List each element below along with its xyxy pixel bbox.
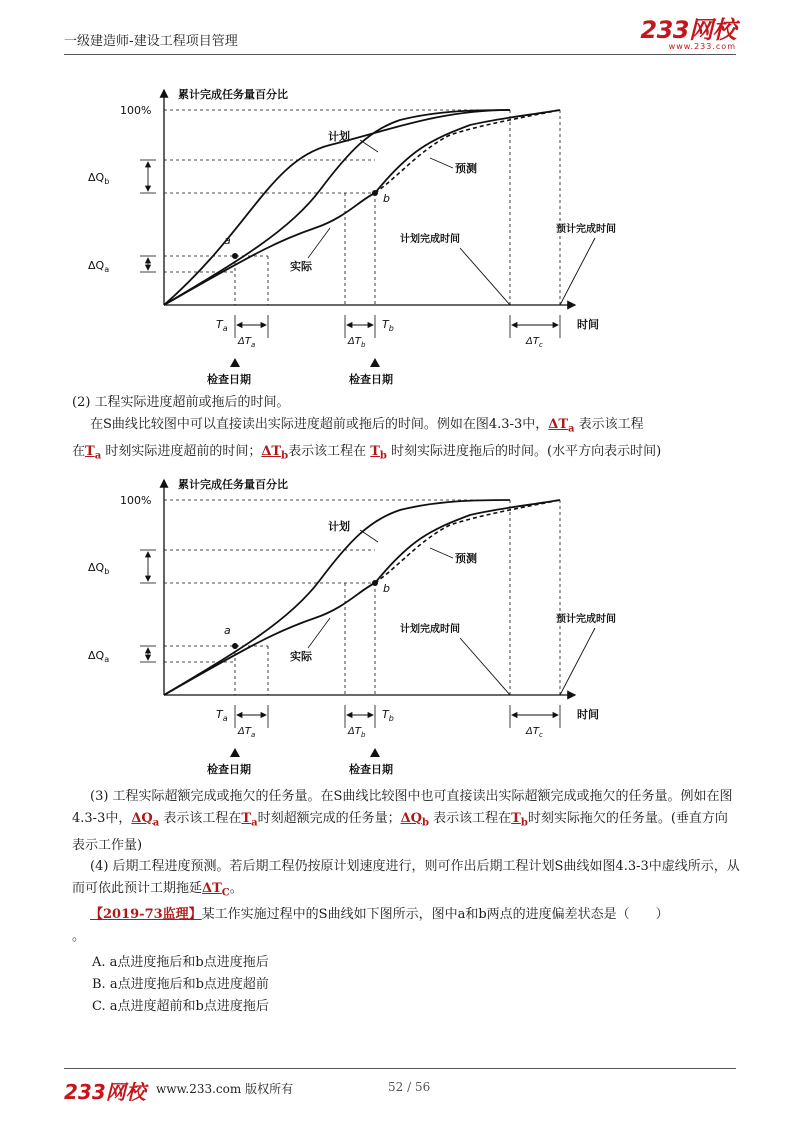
point-b-label: b	[383, 192, 390, 205]
forecast-label: 预测	[455, 552, 477, 565]
dtb-label: $\Delta T_b$	[348, 336, 366, 349]
footer-copyright: www.233.com 版权所有	[156, 1082, 294, 1096]
header-rule	[64, 54, 736, 55]
forecast-curve	[375, 110, 560, 193]
section2-heading: (2) 工程实际进度超前或拖后的时间。	[72, 395, 290, 410]
forecast-finish-label: 预计完成时间	[556, 224, 616, 235]
point-a	[232, 643, 238, 649]
dqa-label: $\Delta Q_a$	[88, 259, 110, 274]
brand-logo	[640, 18, 736, 51]
dta-label: $\Delta T_a$	[238, 726, 256, 739]
plan-finish-label: 计划完成时间	[400, 624, 460, 635]
check-date-2: 检查日期	[349, 763, 393, 776]
actual-curve	[164, 500, 560, 695]
tb-label: $T_b$	[382, 708, 394, 723]
tb-link-2[interactable]: $T_b$	[511, 811, 528, 829]
check-date-1: 检查日期	[207, 373, 251, 386]
page-number: 52 / 56	[388, 1080, 431, 1094]
s-curve-figure-2	[60, 470, 660, 810]
dqb-label: $\Delta Q_b$	[88, 561, 110, 576]
actual-curve	[164, 110, 560, 305]
option-c: C. a点进度超前和b点进度拖后	[92, 999, 269, 1014]
footer-logo: 233网校	[64, 1080, 146, 1104]
y-100-label: 100%	[120, 104, 152, 117]
dqa-label: $\Delta Q_a$	[88, 649, 110, 664]
point-b	[372, 190, 378, 196]
dta-label: $\Delta T_a$	[238, 336, 256, 349]
ta-link-2[interactable]: $T_a$	[241, 811, 258, 829]
dtc-link[interactable]: $\Delta T_C$	[202, 881, 230, 899]
plan-label: 计划	[328, 520, 350, 533]
x-axis-label: 时间	[577, 708, 599, 721]
point-b	[372, 580, 378, 586]
point-a-label: a	[224, 234, 231, 247]
dqa-link[interactable]: $\Delta Q_a$	[131, 811, 160, 829]
dtc-label: $\Delta T_c$	[526, 726, 543, 739]
s-curve-figure-1	[60, 80, 660, 420]
y-axis-label: 累计完成任务量百分比	[178, 478, 288, 491]
actual-label: 实际	[290, 650, 312, 663]
dtb-label: $\Delta T_b$	[348, 726, 366, 739]
check-date-2: 检查日期	[349, 373, 393, 386]
footer-rule	[64, 1068, 736, 1069]
check-date-1: 检查日期	[207, 763, 251, 776]
logo-text: 233网校	[640, 16, 736, 44]
forecast-curve	[375, 500, 560, 583]
point-a	[232, 253, 238, 259]
dqb-label: $\Delta Q_b$	[88, 171, 110, 186]
ta-label: $T_a$	[216, 318, 228, 333]
y-100-label: 100%	[120, 494, 152, 507]
dqb-link[interactable]: $\Delta Q_b$	[400, 811, 429, 829]
forecast-label: 预测	[455, 162, 477, 175]
actual-label: 实际	[290, 260, 312, 273]
section3-body: (3) 工程实际超额完成或拖欠的任务量。在S曲线比较图中也可直接读出实际超额完成或拖欠的任务量。例如在图4.3-3中，$\Delta Q_a$ 表示该工程在$T_a$时刻超额完成的任务量；$\Delta Q_b$ 表示该工程在$T_b$时刻实际拖欠的任务量。(垂直方向表示工作量)	[72, 789, 733, 853]
point-b-label: b	[383, 582, 390, 595]
option-b: B. a点进度拖后和b点进度超前	[92, 977, 269, 992]
option-a: A. a点进度拖后和b点进度拖后	[92, 955, 269, 970]
point-a-label: a	[224, 624, 231, 637]
dtc-label: $\Delta T_c$	[526, 336, 543, 349]
doc-header-title: 一级建造师-建设工程项目管理	[64, 34, 238, 49]
ta-link[interactable]: $T_a$	[85, 443, 102, 462]
section4-body: (4) 后期工程进度预测。若后期工程仍按原计划速度进行，则可作出后期工程计划S曲线如图4.3-3中虚线所示，从而可依此预计工期拖延$\Delta T_C$。	[72, 859, 740, 899]
question-tag[interactable]: 【2019-73监理】	[90, 907, 202, 922]
dta-link[interactable]: $\Delta T_a$	[548, 417, 575, 435]
forecast-finish-label: 预计完成时间	[556, 614, 616, 625]
logo-url: www.233.com	[668, 42, 736, 51]
ta-label: $T_a$	[216, 708, 228, 723]
question-stem: 【2019-73监理】某工作实施过程中的S曲线如下图所示，图中a和b两点的进度偏差状态是（ ） 。	[72, 907, 669, 944]
plan-label: 计划	[328, 130, 350, 143]
tb-link[interactable]: $T_b$	[370, 443, 387, 462]
section2-body: 在S曲线比较图中可以直接读出实际进度超前或拖后的时间。例如在图4.3-3中，$\Delta T_a$ 表示该工程 在$T_a$ 时刻实际进度超前的时间；$\Delta T_b$表示该工程在 $T_b$ 时刻实际进度拖后的时间。(水平方向表示时间)	[72, 417, 662, 462]
dtb-link[interactable]: $\Delta T_b$	[261, 443, 289, 462]
plan-finish-label: 计划完成时间	[400, 234, 460, 245]
x-axis-label: 时间	[577, 318, 599, 331]
tb-label: $T_b$	[382, 318, 394, 333]
y-axis-label: 累计完成任务量百分比	[178, 88, 288, 101]
